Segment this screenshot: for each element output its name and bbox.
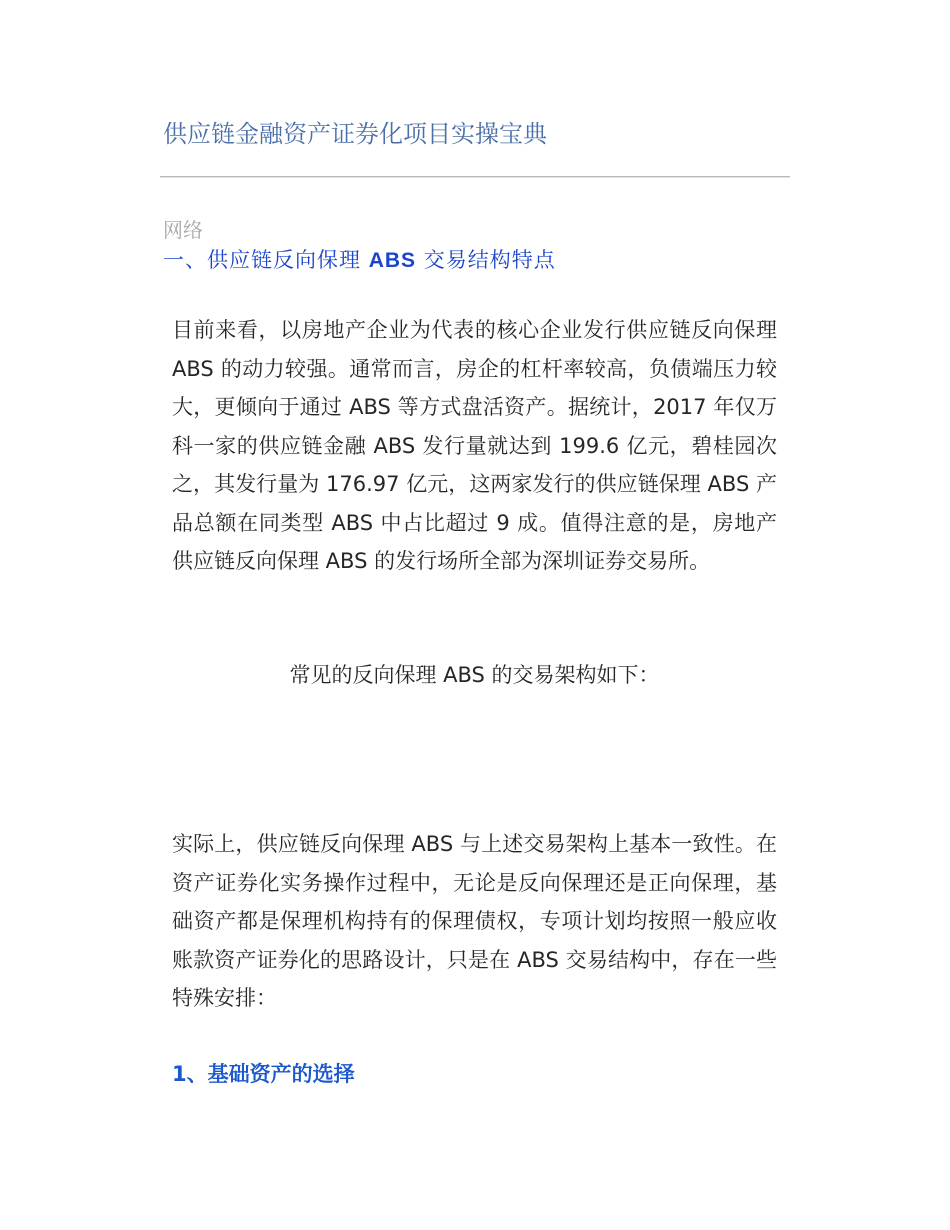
body-paragraph-1: 目前来看，以房地产企业为代表的核心企业发行供应链反向保理 ABS 的动力较强。通常而言，房企的杠杆率较高，负债端压力较大，更倾向于通过 ABS 等方式盘活资产。据统计，2017 年仅万科一家的供应链金融 ABS 发行量就达到 199.6 亿元，碧桂园次之，其发行量为 176.97 亿元，这两家发行的供应链保理 ABS 产品总额在同类型 ABS 中占比超过 9 成。值得注意的是，房地产供应链反向保理 ABS 的发行场所全部为深圳证券交易所。 [172,318,777,573]
source-label: 网络 [163,218,203,242]
section-heading-suffix: 交易结构特点 [416,248,556,272]
section-heading-abs: ABS [368,249,417,272]
section-heading [163,246,556,275]
page-title: 供应链金融资产证券化项目实操宝典 [163,120,547,148]
figure-caption: 常见的反向保理 ABS 的交易架构如下： [289,663,660,687]
title-divider [160,176,790,178]
body-paragraph-2: 实际上，供应链反向保理 ABS 与上述交易架构上基本一致性。在资产证券化实务操作过程中，无论是反向保理还是正向保理，基础资产都是保理机构持有的保理债权，专项计划均按照一般应收账款资产证券化的思路设计，只是在 ABS 交易结构中，存在一些特殊安排： [172,832,777,1010]
subheading-basic-asset-selection: 1、基础资产的选择 [172,1062,355,1086]
section-heading-prefix: 一、供应链反向保理 [163,248,369,272]
